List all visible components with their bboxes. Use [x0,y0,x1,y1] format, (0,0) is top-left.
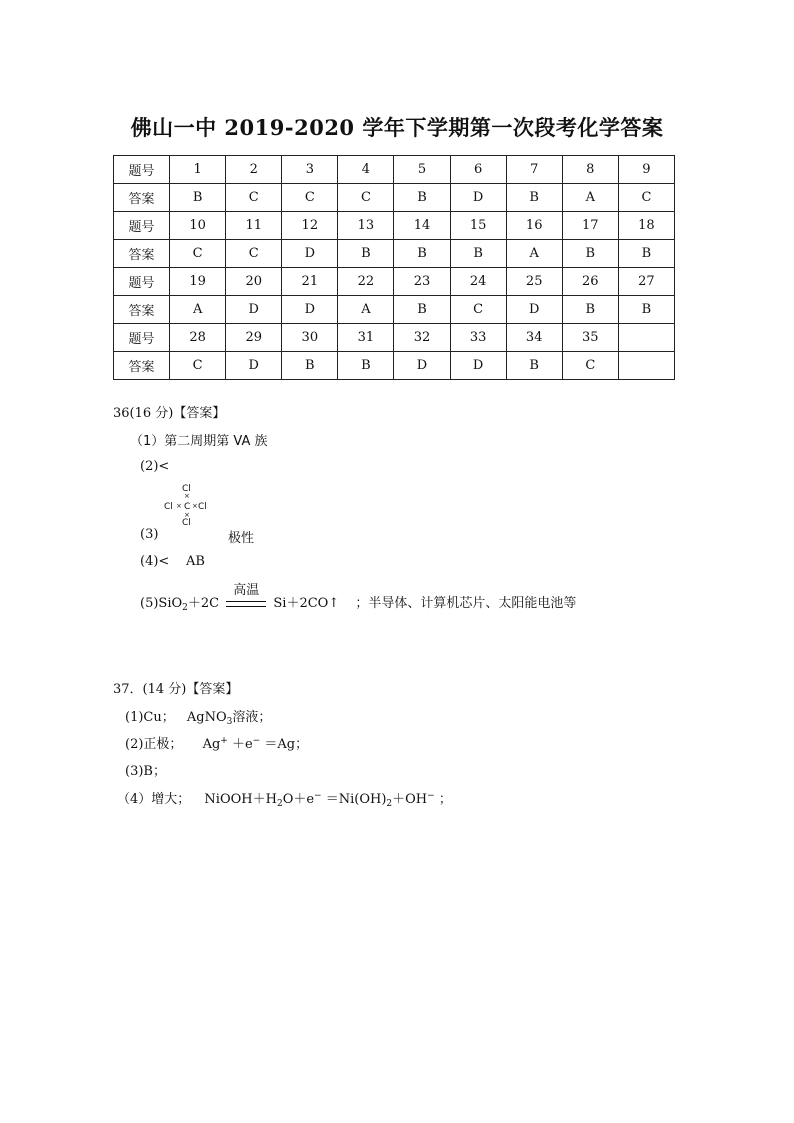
question-number-cell: 16 [506,212,562,240]
question-number-cell: 7 [506,156,562,184]
q37-part1-sub: 3 [226,717,233,727]
row-header: 答案 [114,352,170,380]
answer-cell: D [506,296,562,324]
q37-part4-e: ＋OH [392,792,428,807]
question-number-cell: 3 [282,156,338,184]
q36-part3-text: 极性 [228,531,255,546]
page-title: 佛山一中 2019-2020 学年下学期第一次段考化学答案 [130,115,664,140]
answer-cell: B [618,240,674,268]
q37-part4-d-sub: 2 [386,799,393,809]
answer-cell: B [506,184,562,212]
question-number-cell: 19 [170,268,226,296]
answer-cell: B [562,240,618,268]
equals-sign-icon [226,601,266,607]
q36-part5-products: Si＋2CO↑ [273,596,340,611]
answer-row [114,296,675,324]
q37-part2-b-sup: + [220,736,228,746]
answer-cell: B [394,240,450,268]
q36-part1: （1）第二周期第 VA 族 [130,434,268,449]
answer-cell: C [338,184,394,212]
question-number-cell: 25 [506,268,562,296]
answer-cell: D [226,352,282,380]
question-number-cell: 34 [506,324,562,352]
answer-cell: C [170,352,226,380]
q36-part5-label: (5)SiO [140,596,183,611]
answer-cell: B [450,240,506,268]
answer-cell: C [562,352,618,380]
q37-part2 [125,733,308,752]
q37-part1 [125,706,271,725]
answer-cell: B [282,352,338,380]
question-number-cell: 1 [170,156,226,184]
answer-cell: C [226,240,282,268]
answer-cell: D [450,184,506,212]
answer-table [113,155,675,380]
lewis-cl-right: Cl [198,502,207,512]
answer-cell: B [562,296,618,324]
question-number-cell: 10 [170,212,226,240]
question-number-cell: 8 [562,156,618,184]
q37-part4-e-sup: − [427,791,435,801]
q37-part2-b: Ag [202,737,221,752]
question-number-cell: 24 [450,268,506,296]
lewis-cross-top: × [184,492,190,500]
answer-cell: C [170,240,226,268]
question-number-cell [618,324,674,352]
q36-part3-label: (3) [140,527,159,542]
question-number-cell: 6 [450,156,506,184]
lewis-cross-left: × [176,502,182,510]
q37-part1-b: AgNO [186,710,227,725]
lewis-cl-bottom: Cl [182,518,191,528]
answer-cell: B [394,296,450,324]
row-header: 题号 [114,268,170,296]
question-number-cell: 12 [282,212,338,240]
row-header: 答案 [114,240,170,268]
answer-cell: D [226,296,282,324]
q37-part2-c-sup: − [252,736,261,746]
q37-part3: (3)B； [125,764,166,779]
answer-row [114,184,675,212]
q36-part5-sub: 2 [182,603,188,613]
q37-part4-f: ； [438,792,452,807]
answer-cell: D [450,352,506,380]
lewis-cross-right: × [192,502,198,510]
question-number-cell: 14 [394,212,450,240]
q37-part4-c-sup: − [314,791,322,801]
answer-cell: B [170,184,226,212]
answer-row [114,240,675,268]
q36-part4-text: AB [186,554,205,569]
row-header: 答案 [114,296,170,324]
answer-cell: A [338,296,394,324]
question-number-row [114,156,675,184]
question-number-cell: 17 [562,212,618,240]
answer-cell: B [338,352,394,380]
q37-heading: 37．(14 分)【答案】 [113,682,239,697]
q37-part4-b: NiOOH＋H [204,792,277,807]
q37-part2-d: ＝Ag； [264,737,309,752]
answer-cell: A [170,296,226,324]
answer-cell: B [394,184,450,212]
q37-part4-b-sub: 2 [276,799,283,809]
answer-cell: B [506,352,562,380]
answer-cell: C [618,184,674,212]
question-number-cell: 32 [394,324,450,352]
row-header: 题号 [114,212,170,240]
lewis-cl-top: Cl [182,484,191,494]
answer-cell [618,352,674,380]
q37-part4-d: ＝Ni(OH) [325,792,387,807]
row-header: 答案 [114,184,170,212]
q37-part1-c: 溶液； [232,710,272,725]
question-number-cell: 33 [450,324,506,352]
question-number-cell: 29 [226,324,282,352]
answer-cell: C [450,296,506,324]
answer-cell: D [394,352,450,380]
q36-part5-plus: ＋2C [187,596,220,611]
question-number-cell: 30 [282,324,338,352]
answer-cell: D [282,296,338,324]
question-number-row [114,212,675,240]
question-number-row [114,268,675,296]
question-number-cell: 18 [618,212,674,240]
q37-part2-a: (2)正极； [125,737,183,752]
question-number-cell: 5 [394,156,450,184]
answer-cell: A [506,240,562,268]
answer-cell: A [562,184,618,212]
answer-cell: D [282,240,338,268]
q37-part2-c: ＋e [231,737,253,752]
answer-cell: C [282,184,338,212]
question-number-cell: 13 [338,212,394,240]
question-number-cell: 22 [338,268,394,296]
q36-part4-label: (4)< [140,554,170,569]
q36-heading: 36(16 分)【答案】 [113,406,226,421]
ccl4-lewis-structure [162,484,214,534]
q36-part2: (2)< [140,459,170,474]
q37-part4 [117,788,452,807]
row-header: 题号 [114,156,170,184]
q36-part5-uses: ；半导体、计算机芯片、太阳能电池等 [355,596,577,611]
answer-row [114,352,675,380]
reaction-condition-arrow [225,583,267,611]
answer-cell: B [338,240,394,268]
q37-part1-a: (1)Cu； [125,710,175,725]
lewis-cl-left: Cl [164,502,173,512]
lewis-c-center: C [184,502,191,512]
question-number-cell: 23 [394,268,450,296]
question-number-cell: 28 [170,324,226,352]
question-number-cell: 20 [226,268,282,296]
answer-cell: C [226,184,282,212]
reaction-condition: 高温 [233,583,260,598]
question-number-cell: 31 [338,324,394,352]
question-number-cell: 27 [618,268,674,296]
question-number-cell: 11 [226,212,282,240]
question-number-cell: 9 [618,156,674,184]
question-number-cell: 4 [338,156,394,184]
lewis-cross-bottom: × [184,511,190,519]
q37-part4-a: （4）增大； [117,792,191,807]
question-number-cell: 26 [562,268,618,296]
q36-part5 [140,583,577,613]
question-number-cell: 2 [226,156,282,184]
answer-cell: B [618,296,674,324]
question-number-row [114,324,675,352]
question-number-cell: 35 [562,324,618,352]
question-number-cell: 21 [282,268,338,296]
row-header: 题号 [114,324,170,352]
question-number-cell: 15 [450,212,506,240]
q37-part4-c: O＋e [282,792,315,807]
